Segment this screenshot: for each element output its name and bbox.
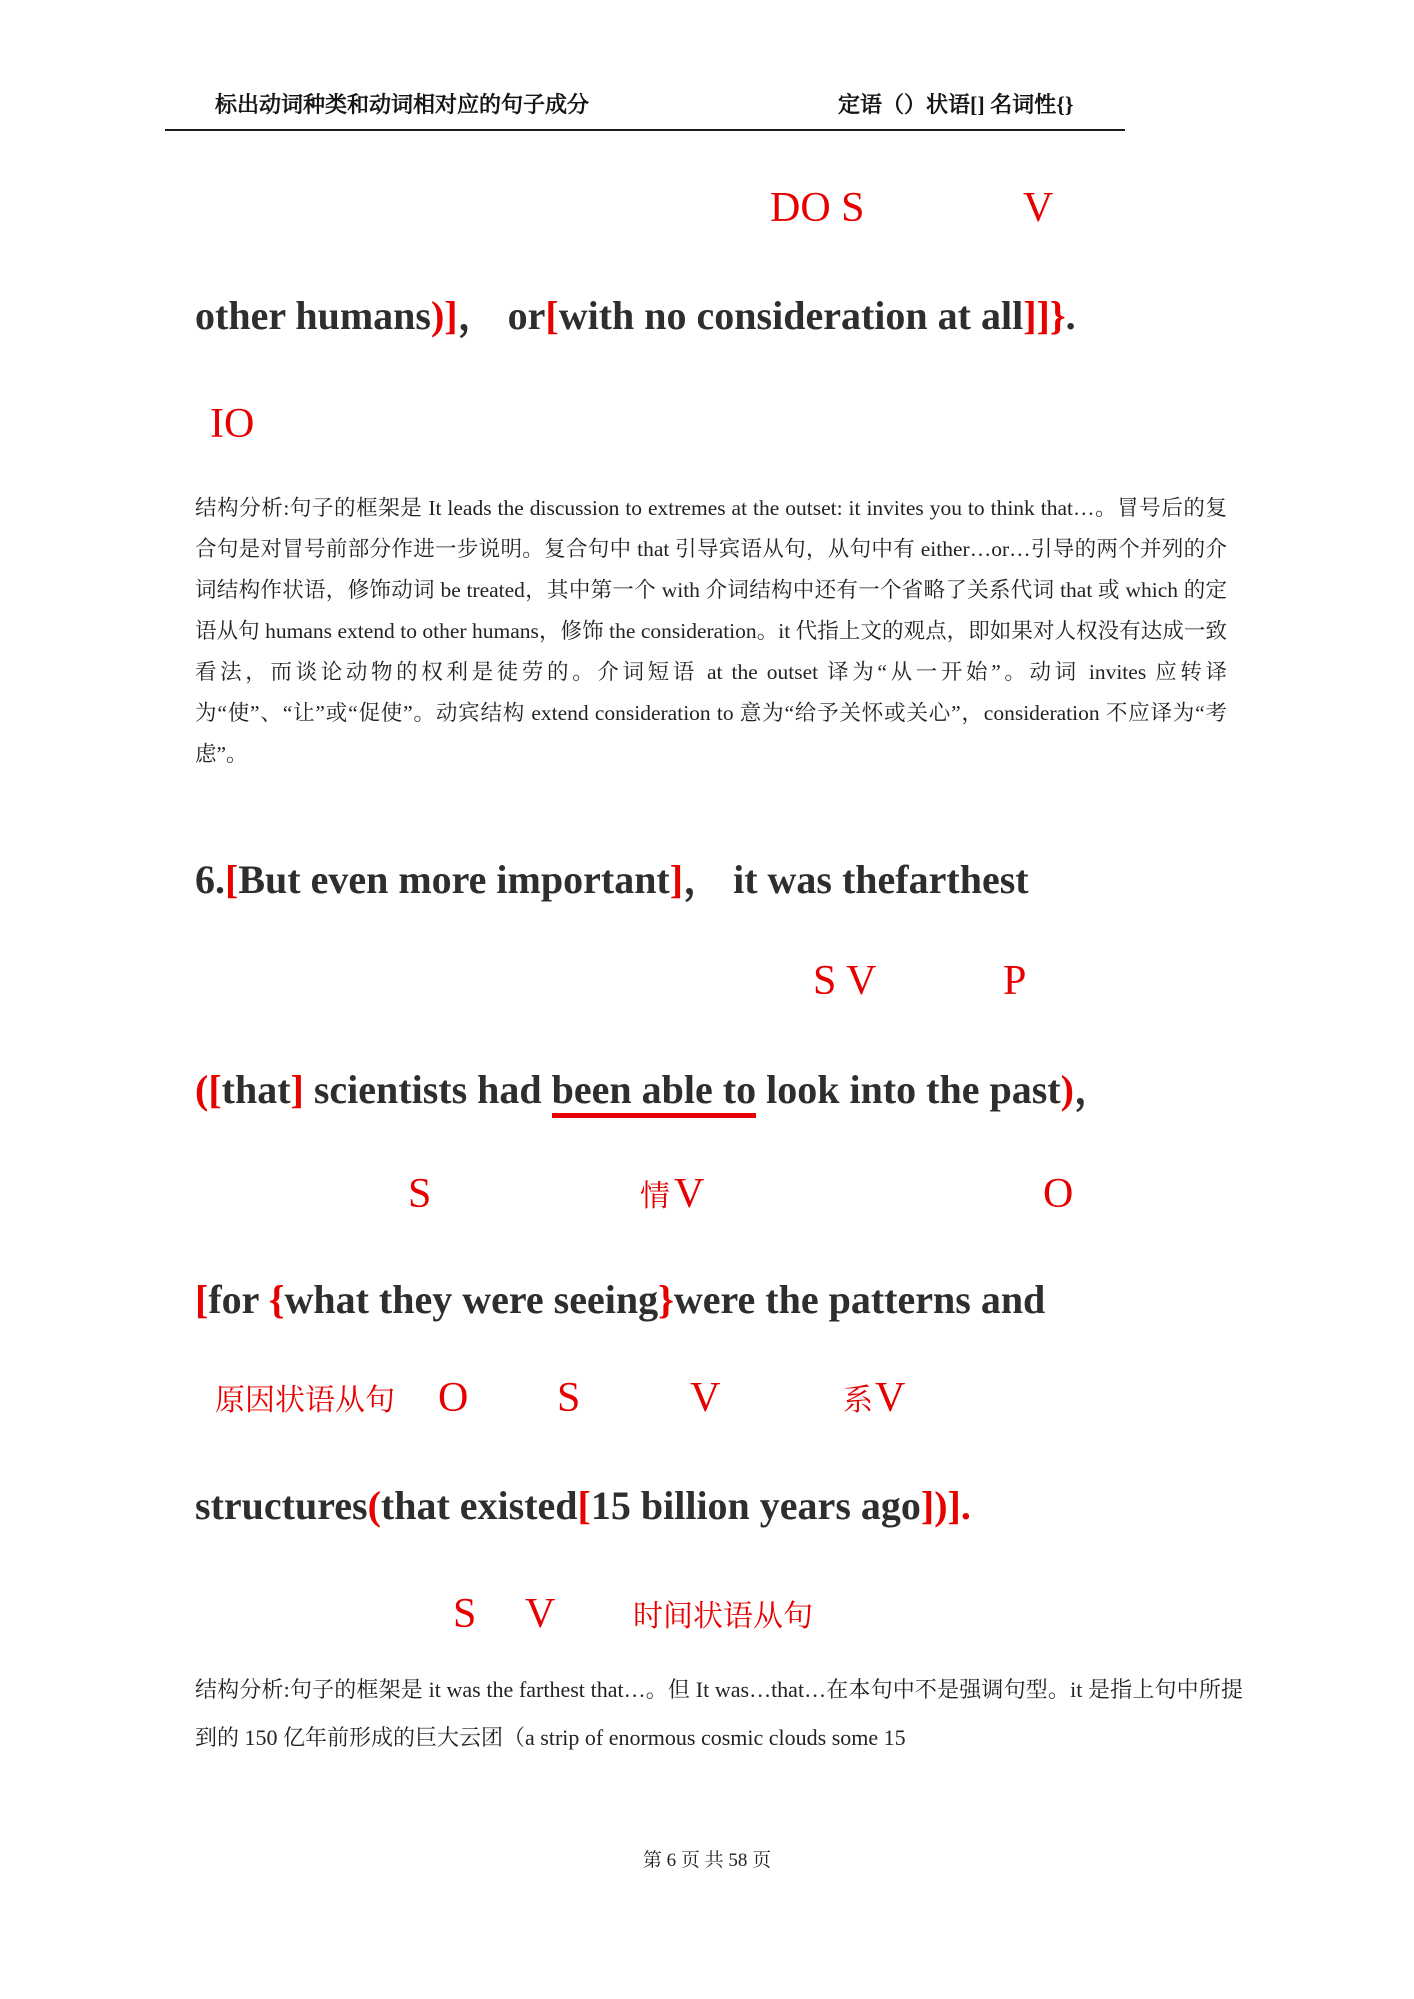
label-s-low: S [557,1375,581,1421]
label-v-top: V [1023,185,1054,231]
sentence-segment: 6. [195,857,225,902]
sentence-segment: [ [577,1483,591,1528]
label-s-v: S V [813,958,877,1004]
header-left-title: 标出动词种类和动词相对应的句子成分 [215,92,590,117]
label-reason-clause: 原因状语从句 [215,1384,395,1417]
label-p: P [1003,958,1027,1004]
sentence-segment: been able to [552,1067,756,1118]
sentence-segment: [ [195,1277,209,1322]
sentence-segment: ([ [195,1067,222,1112]
sentence-segment: ( [367,1483,381,1528]
sentence-segment: what they were seeing [284,1277,659,1322]
sentence-segment: ] [290,1067,304,1112]
sentence-line-d [195,1482,971,1530]
sentence-segment: scientists had [303,1067,552,1112]
label-v-low: V [690,1375,721,1421]
sentence-segment: that existed [380,1483,578,1528]
label-time-clause: 时间状语从句 [633,1600,813,1633]
sentence-segment: But even more important [238,857,670,902]
sentence-segment: { [268,1277,285,1322]
label-s-bottom: S [453,1591,477,1637]
sentence-line-a [195,292,1076,340]
sentence-segment: [ [225,857,239,902]
label-xi: 系 [843,1384,873,1417]
annotation-row-s-qing-v-o [0,1168,1414,1218]
sentence-line-c [195,1276,1045,1324]
page-number-footer: 第 6 页 共 58 页 [642,1850,772,1871]
sentence-segment: with no consideration at all [558,293,1024,338]
label-do-s: DO S [770,185,865,231]
sentence-segment: 15 billion years ago [590,1483,921,1528]
analysis-paragraph-1: 结构分析:句子的框架是 It leads the discussion to extremes at the outset: it invites you to think that…。冒号后的复合句是对冒号前部分作进一步说明。复合句中 that 引导宾语从句，从句中有 either…or…引导的两个并列的介词结构作状语，修饰动词 be treated，其中第一个 with 介词结构中还有一个省略了关系代词 that 或 which 的定语从句 humans extend to other humans，修饰 the consideration。it 代指上文的观点，即如果对人权没有达成一致看法，而谈论动物的权利是徒劳的。介词短语 at the outset 译为“从一开始”。动词 invites 应转译为“使”、“让”或“促使”。动宾结构 extend consideration to 意为“给予关怀或关心”，consideration 不应译为“考虑”。 [195,496,1227,766]
label-o-mid: O [1043,1171,1074,1217]
sentence-segment: ])]. [920,1483,971,1528]
sentence-segment: were the patterns and [673,1277,1046,1322]
sentence-segment: ， or [457,293,546,338]
sentence-segment: for [208,1277,269,1322]
sentence-segment: )] [430,293,458,338]
sentence-segment: [ [545,293,559,338]
annotation-row-s-v-time [0,1588,1414,1638]
sentence-line-b [195,1066,1114,1114]
sentence-segment: look into the past [756,1067,1061,1112]
header-divider [165,129,1125,131]
label-o-low: O [438,1375,469,1421]
label-qing: 情 [640,1180,670,1213]
label-v-mid: V [674,1171,705,1217]
sentence-segment: ) [1060,1067,1074,1112]
sentence-segment: ， [1073,1067,1114,1112]
sentence-segment: . [1065,293,1076,338]
sentence-segment: that [221,1067,291,1112]
sentence-segment: ] [669,857,684,902]
header-right-legend: 定语（）状语[] 名词性{} [838,92,1074,117]
sentence-segment: structures [195,1483,368,1528]
label-io: IO [210,401,255,447]
sentence-heading-6 [195,856,1029,904]
label-v-bottom: V [525,1591,556,1637]
annotation-row-io [0,398,1414,448]
label-v-xi: V [875,1375,906,1421]
sentence-segment: ]]} [1023,293,1066,338]
annotation-row-reason-clause [0,1372,1414,1422]
sentence-segment: other humans [195,293,431,338]
sentence-segment: } [658,1277,674,1322]
annotation-row-s-v-p [0,955,1414,1005]
annotation-row-do-s-v [0,182,1414,232]
label-s-mid: S [408,1171,432,1217]
analysis-paragraph-2: 结构分析:句子的框架是 it was the farthest that…。但 It was…that…在本句中不是强调句型。it 是指上句中所提到的 150 亿年前形成的巨大云团（a strip of enormous cosmic clouds some 15 [195,1677,1243,1750]
sentence-segment: ， it was thefarthest [683,857,1029,902]
